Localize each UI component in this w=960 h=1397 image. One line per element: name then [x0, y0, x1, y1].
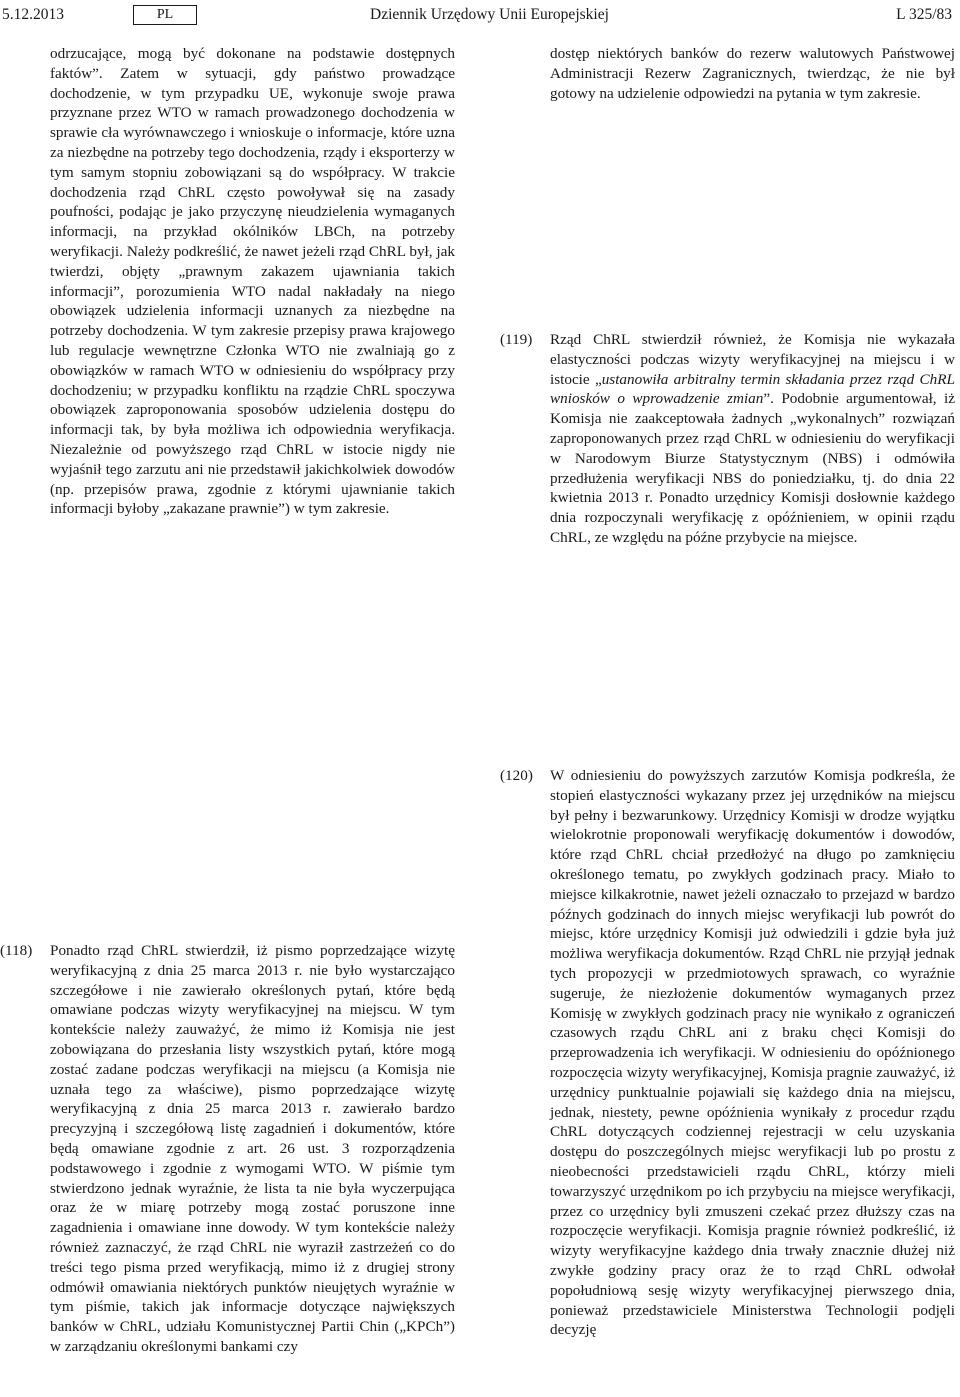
paragraph-number: (120) [500, 767, 533, 784]
paragraph-text-part: Rząd ChRL stwierdził również, że Komisja nie wykazała elastyczności podczas wizyty weryfikacyjnej na miejscu i w istocie „ [550, 331, 955, 388]
page-reference: L 325/83 [896, 6, 952, 23]
paragraph-text-part: ”. Podobnie argumentował, iż Komisja nie zaakceptowała żadnych „wykonalnych” rozwiązań zaproponowanych przez rząd ChRL w odniesieniu do weryfikacji w Narodowym Biurze Statystycznym (NBS) i odmówiła przedłużenia weryfikacji NBS do poniedziałku, tj. do dnia 22 kwietnia 2013 r. Ponadto urzędnicy Komisji dosłownie każdego dnia rozpoczynali weryfikację z opóźnieniem, w opinii rządu ChRL, ze względu na późne przybycie na miejsce. [550, 390, 955, 546]
right-continuation-text: dostęp niektórych banków do rezerw walutowych Państwowej Administracji Rezerw Zagranicznych, twierdząc, że nie był gotowy na udzielenie odpowiedzi na pytania w tym zakresie. [550, 45, 955, 102]
page-header [0, 4, 960, 26]
paragraph-118 [0, 941, 455, 1396]
paragraph-120 [500, 766, 955, 1396]
language-badge: PL [133, 5, 197, 25]
paragraph-text: W odniesieniu do powyższych zarzutów Komisja podkreśla, że stopień elastyczności wykazany przez jej urzędników na miejscu był pełny i bezwarunkowy. Urzędnicy Komisji w drodze wyjątku wielokrotnie proponowali weryfikację dokumentów i dowodów, które rząd ChRL chciał przedłożyć na długo po zamknięciu określonego tematu, po zwykłych godzinach pracy. Miało to miejsce kilkakrotnie, nawet jeżeli oznaczało to przejazd w bardzo późnych godzinach do innych miejsc weryfikacji lub powrót do miejsc, które urzędnicy Komisji już odwiedzili i gdzie była już możliwa weryfikacja dokumentów. Rząd ChRL nie przyjął jednak tych propozycji w przedmiotowych sprawach, co wyraźnie sugeruje, że niezłożenie dokumentów wymaganych przez Komisję w zwykłych godzinach pracy nie wynikało z ograniczeń czasowych rządu ChRL ani z braku chęci Komisji do przeprowadzenia ich weryfikacji. W odniesieniu do opóźnionego rozpoczęcia wizyty weryfikacyjnej, Komisja pragnie zauważyć, iż urzędnicy punktualnie pojawiali się każdego dnia na miejscu, jednak, niestety, pewne opóźnienia wynikały z procedur rządu ChRL dotyczących codziennej rejestracji w celu uzyskania dostępu do poszczególnych miejsc weryfikacji lub po prostu z nieobecności przedstawicieli rządu ChRL, którzy mieli towarzyszyć urzędnikom po ich przybyciu na miejsce weryfikacji, przez co urzędnicy byli zmuszeni czekać przez dłuższy czas na rozpoczęcie weryfikacji. Komisja pragnie również podkreślić, iż wizyty weryfikacyjne każdego dnia trwały znacznie dłużej niż zwykłe godziny pracy oraz że to rząd ChRL odwołał popołudniową sesję wizyty weryfikacyjnej pierwszego dnia, ponieważ przedstawiciele Ministerstwa Technologii podjęli decyzję [550, 767, 955, 1339]
paragraph-text [550, 330, 955, 548]
paragraph-italic-quote: ustanowiła arbitralny termin składania przez rząd ChRL wniosków o wprowadzenie zmian [550, 370, 955, 408]
right-continuation [550, 44, 955, 103]
left-continuation [50, 44, 455, 519]
paragraph-number: (118) [0, 942, 33, 959]
paragraph-text: Ponadto rząd ChRL stwierdził, iż pismo poprzedzające wizytę weryfikacyjną z dnia 25 marca 2013 r. nie było wystarczająco szczegółowe i nie zawierało określonych pytań, które będą omawiane podczas wizyty weryfikacyjnej na miejscu. W tym kontekście należy zauważyć, że mimo iż Komisja nie jest zobowiązana do przesłania listy wszystkich pytań, które mogą zostać zadane podczas weryfikacji na miejscu (a Komisja nie uznała tego za właściwe), pismo poprzedzające wizytę weryfikacyjną z dnia 25 marca 2013 r. zawierało bardzo precyzyjną i szczegółową listę zagadnień i dokumentów, które będą omawiane zgodnie z art. 26 ust. 3 rozporządzenia podstawowego i zgodnie z wymogami WTO. W piśmie tym stwierdzono jednak wyraźnie, że lista ta nie była wyczerpująca oraz że w miarę potrzeby mogą zostać poruszone inne zagadnienia i omawiane inne dowody. W tym kontekście należy również zaznaczyć, że rząd ChRL nie wyraził zastrzeżeń co do treści tego pisma przed weryfikacją, mimo iż z drugiej strony odmówił omawiania niektórych punktów nieujętych wyraźnie w tym piśmie, takich jak informacje dotyczące największych banków w ChRL, udziału Komunistycznej Partii Chin („KPCh”) w zarządzaniu określonymi bankami czy [50, 942, 455, 1355]
paragraph-number: (119) [500, 331, 533, 348]
paragraph-119 [500, 330, 955, 570]
journal-title: Dziennik Urzędowy Unii Europejskiej [370, 6, 609, 23]
publication-date: 5.12.2013 [2, 6, 64, 23]
left-continuation-text: odrzucające, mogą być dokonane na podstawie dostępnych faktów”. Zatem w sytuacji, gdy państwo prowadzące dochodzenie, w tym przypadku UE, wykonuje swoje prawa przyznane przez WTO w ramach prowadzonego dochodzenia w sprawie cła wyrównawczego i wnioskuje o informacje, które uzna za niezbędne na potrzeby tego dochodzenia, rządy i eksporterzy w tym samym stopniu zobowiązani są do współpracy. W trakcie dochodzenia rząd ChRL często powoływał się na zasady poufności, podając je jako przyczynę nieudzielenia wymaganych informacji, na przykład okólników LBCh, na potrzeby weryfikacji. Należy podkreślić, że nawet jeżeli rząd ChRL był, jak twierdzi, objęty „prawnym zakazem ujawniania takich informacji”, porozumienia WTO nadal nakładały na niego obowiązek udzielenia informacji uznanych za niezbędne na potrzeby dochodzenia. W tym zakresie przepisy prawa krajowego lub regulacje wewnętrzne Członka WTO nie zwalniają go z obowiązków w ramach WTO w odniesieniu do współpracy przy dochodzeniu; w przypadku konfliktu na rządzie ChRL spoczywa obowiązek zaproponowania sposobów udzielenia dostępu do informacji tak, by była możliwa ich odpowiednia weryfikacja. Niezależnie od powyższego rząd ChRL w istocie nigdy nie wyjaśnił tego zarzutu ani nie przedstawił jakichkolwiek dowodów (np. przepisów prawa, zgodnie z którymi ujawnianie takich informacji byłoby „zakazane prawnie”) w tym zakresie. [50, 45, 455, 518]
